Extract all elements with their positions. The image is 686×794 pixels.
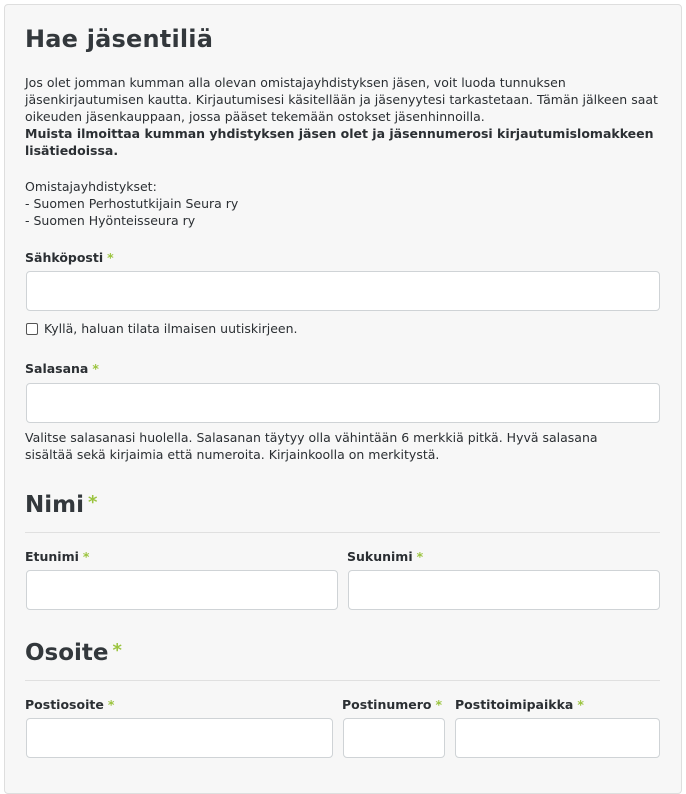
- city-label-text: Postitoimipaikka: [455, 697, 574, 712]
- required-marker: *: [416, 549, 424, 564]
- required-marker: *: [577, 697, 584, 712]
- divider: [25, 532, 660, 533]
- postcode-label: [342, 697, 442, 712]
- email-field[interactable]: [26, 271, 660, 311]
- last-name-label: [347, 549, 423, 564]
- associations-list: [25, 178, 238, 229]
- password-field[interactable]: [26, 383, 660, 423]
- associations-heading: Omistajayhdistykset:: [25, 179, 157, 194]
- required-marker: *: [82, 549, 90, 564]
- intro-paragraph: Jos olet jomman kumman alla olevan omistajayhdistyksen jäsen, voit luoda tunnuksen jäsenkirjautumisen kautta. Kirjautumisesi käsitellään ja jäsenyytesi tarkastetaan. Tämän jälkeen saat oikeuden jäsenkauppaan, jossa pääset tekemään ostokset jäsenhinnoilla.: [25, 75, 658, 124]
- association-item: - Suomen Hyönteisseura ry: [25, 213, 196, 228]
- newsletter-checkbox[interactable]: [26, 323, 38, 335]
- email-label-text: Sähköposti: [25, 250, 104, 265]
- address-heading-text: Osoite: [25, 640, 109, 666]
- intro-reminder: Muista ilmoittaa kumman yhdistyksen jäsen olet ja jäsennumerosi kirjautumislomakkeen lisätiedoissa.: [25, 126, 654, 158]
- street-label-text: Postiosoite: [25, 697, 104, 712]
- required-marker: *: [107, 250, 114, 265]
- required-marker: *: [107, 697, 115, 712]
- postcode-label-text: Postinumero: [342, 697, 432, 712]
- required-marker: *: [87, 492, 98, 513]
- city-field[interactable]: [455, 718, 660, 758]
- first-name-field[interactable]: [26, 570, 338, 610]
- newsletter-label[interactable]: Kyllä, haluan tilata ilmaisen uutiskirjeen.: [44, 321, 298, 336]
- required-marker: *: [112, 640, 122, 661]
- address-heading: [25, 640, 122, 666]
- page-title: Hae jäsentiliä: [25, 25, 214, 53]
- last-name-label-text: Sukunimi: [347, 549, 413, 564]
- last-name-field[interactable]: [348, 570, 660, 610]
- newsletter-row[interactable]: [26, 321, 298, 336]
- password-help: Valitse salasanasi huolella. Salasanan täytyy olla vähintään 6 merkkiä pitkä. Hyvä salasana sisältää sekä kirjaimia että numeroita. Kirjainkoolla on merkitystä.: [25, 430, 598, 462]
- city-label: [455, 697, 584, 712]
- street-field[interactable]: [26, 718, 333, 758]
- postcode-field[interactable]: [343, 718, 445, 758]
- password-label: [25, 361, 99, 376]
- first-name-label: [25, 549, 89, 564]
- intro-text: [25, 74, 660, 159]
- required-marker: *: [435, 697, 443, 712]
- email-label: [25, 250, 114, 265]
- name-heading-text: Nimi: [25, 492, 84, 518]
- required-marker: *: [92, 361, 99, 376]
- divider: [25, 680, 660, 681]
- name-heading: [25, 492, 97, 518]
- street-label: [25, 697, 114, 712]
- association-item: - Suomen Perhostutkijain Seura ry: [25, 196, 239, 211]
- first-name-label-text: Etunimi: [25, 549, 79, 564]
- password-label-text: Salasana: [25, 361, 89, 376]
